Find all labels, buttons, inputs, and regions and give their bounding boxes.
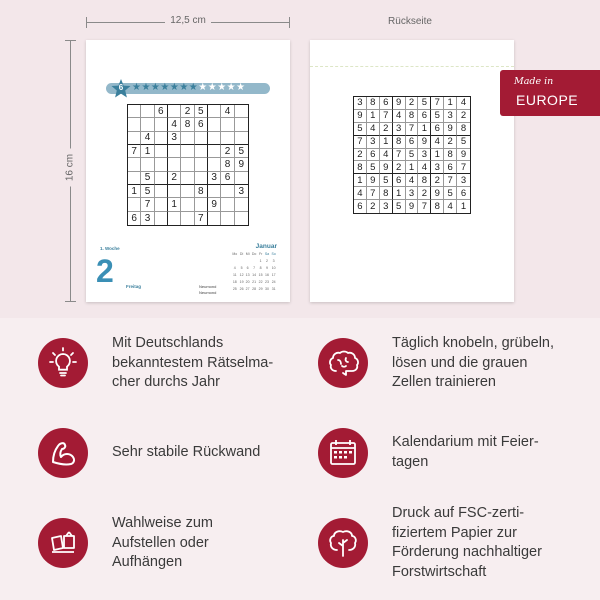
solution-cell: 9 [367, 174, 380, 187]
solution-cell: 1 [354, 174, 367, 187]
sudoku-cell: 6 [195, 118, 208, 131]
sudoku-cell [168, 158, 181, 171]
solution-cell: 3 [457, 174, 470, 187]
sudoku-cell [155, 132, 168, 145]
calendar-day: 27 [245, 287, 250, 291]
solution-cell: 6 [393, 174, 406, 187]
sudoku-cell: 7 [195, 212, 208, 225]
solution-cell: 3 [406, 187, 419, 200]
sudoku-cell: 7 [141, 198, 154, 211]
calendar-weekday: So [271, 252, 276, 256]
solution-cell: 6 [354, 200, 367, 213]
solution-cell: 8 [354, 161, 367, 174]
solution-cell: 3 [431, 161, 444, 174]
solution-cell: 8 [431, 200, 444, 213]
badge-made-in: Made in [514, 76, 554, 87]
calendar-day: 3 [272, 259, 275, 263]
solution-cell: 5 [406, 149, 419, 162]
solution-cell: 7 [444, 174, 457, 187]
sudoku-cell [208, 105, 221, 118]
calendar-weekday: Do [251, 252, 257, 256]
solution-cell: 4 [444, 200, 457, 213]
calendar-day: 6 [246, 266, 249, 270]
sudoku-cell [181, 172, 194, 185]
sudoku-cell: 5 [235, 145, 248, 158]
feature-text-stable-back: Sehr stabile Rückwand [112, 444, 261, 460]
sudoku-cell [155, 172, 168, 185]
sudoku-cell [181, 198, 194, 211]
sudoku-cell [128, 105, 141, 118]
calendar-front-page [86, 40, 290, 302]
calendar-day: 29 [258, 287, 263, 291]
sudoku-cell [141, 105, 154, 118]
solution-cell: 5 [444, 187, 457, 200]
solution-cell: 8 [393, 136, 406, 149]
solution-cell: 2 [380, 123, 393, 136]
solution-cell: 7 [457, 161, 470, 174]
sudoku-cell [155, 212, 168, 225]
sudoku-cell [181, 132, 194, 145]
solution-cell: 9 [393, 97, 406, 110]
sudoku-cell: 8 [195, 185, 208, 198]
sudoku-cell [208, 158, 221, 171]
calendar-day: 14 [252, 273, 257, 277]
sudoku-cell [221, 118, 234, 131]
height-dimension [62, 40, 78, 302]
solution-cell: 5 [367, 161, 380, 174]
calendar-day: 21 [252, 280, 257, 284]
sudoku-cell: 4 [221, 105, 234, 118]
difficulty-star-icon [110, 78, 132, 100]
solution-cell: 9 [406, 200, 419, 213]
sudoku-cell: 4 [168, 118, 181, 131]
solution-cell: 4 [367, 123, 380, 136]
calendar-back-page [310, 40, 514, 302]
sudoku-cell: 4 [141, 132, 154, 145]
made-in-europe-badge [500, 70, 600, 116]
calendar-icon [318, 428, 368, 478]
sudoku-cell [155, 118, 168, 131]
sudoku-cell [155, 185, 168, 198]
feature-text-brain-training: Täglich knobeln, grübeln, lösen und die grauen Zellen trainieren [392, 335, 555, 390]
solution-cell: 8 [380, 187, 393, 200]
solution-cell: 7 [406, 123, 419, 136]
solution-cell: 5 [431, 110, 444, 123]
feature-text-puzzle-maker: Mit Deutschlands bekanntestem Rätselma- cher durchs Jahr [112, 335, 274, 390]
calendar-day: 20 [245, 280, 250, 284]
solution-cell: 2 [406, 97, 419, 110]
calendar-day: 31 [271, 287, 276, 291]
solution-cell: 8 [367, 97, 380, 110]
hanging-frames-icon [38, 518, 88, 568]
solution-cell: 6 [444, 161, 457, 174]
sudoku-cell: 1 [141, 145, 154, 158]
solution-cell: 2 [367, 200, 380, 213]
strong-arm-icon [38, 428, 88, 478]
sudoku-cell [141, 158, 154, 171]
sudoku-cell [235, 212, 248, 225]
feature-text-holidays: Kalendarium mit Feier- tagen [392, 434, 539, 470]
solution-cell: 7 [354, 136, 367, 149]
width-label: 12,5 cm [165, 15, 211, 26]
solution-cell: 6 [367, 149, 380, 162]
calendar-day: 7 [253, 266, 256, 270]
solution-cell: 3 [380, 200, 393, 213]
height-label: 16 cm [65, 149, 76, 186]
sudoku-cell: 3 [235, 185, 248, 198]
sudoku-cell: 1 [168, 198, 181, 211]
solution-cell: 7 [380, 110, 393, 123]
calendar-day [231, 258, 239, 265]
calendar-day: 10 [271, 266, 276, 270]
sudoku-cell [235, 172, 248, 185]
sudoku-cell [195, 172, 208, 185]
solution-cell: 4 [354, 187, 367, 200]
solution-cell: 2 [457, 110, 470, 123]
calendar-weekday: Fr [258, 252, 263, 256]
calendar-day: 9 [266, 266, 268, 270]
sudoku-cell [181, 185, 194, 198]
sudoku-puzzle-grid [127, 104, 249, 226]
calendar-day: 4 [233, 266, 236, 270]
sudoku-cell [155, 145, 168, 158]
sudoku-cell [128, 198, 141, 211]
solution-cell: 4 [418, 161, 431, 174]
solution-cell: 7 [431, 97, 444, 110]
sudoku-cell [221, 132, 234, 145]
solution-cell: 4 [431, 136, 444, 149]
calendar-day: 30 [265, 287, 269, 291]
solution-cell: 3 [354, 97, 367, 110]
solution-cell: 6 [431, 123, 444, 136]
solution-cell: 6 [418, 110, 431, 123]
sudoku-cell: 6 [128, 212, 141, 225]
sudoku-cell: 3 [141, 212, 154, 225]
sudoku-cell [221, 212, 234, 225]
difficulty-stars: ★★★★★★★★★★★★ [132, 82, 246, 93]
calendar-weekday: Sa [264, 252, 270, 256]
calendar-day: 5 [240, 266, 243, 270]
sudoku-cell [195, 132, 208, 145]
sudoku-cell: 5 [195, 105, 208, 118]
calendar-day: 22 [258, 280, 263, 284]
calendar-day: 2 [266, 259, 268, 263]
sudoku-cell [128, 172, 141, 185]
brain-icon [318, 338, 368, 388]
solution-cell: 8 [418, 174, 431, 187]
solution-cell: 9 [354, 110, 367, 123]
solution-cell: 9 [431, 187, 444, 200]
solution-cell: 5 [380, 174, 393, 187]
solution-cell: 9 [444, 123, 457, 136]
solution-cell: 1 [393, 187, 406, 200]
sudoku-cell [168, 145, 181, 158]
solution-cell: 5 [393, 200, 406, 213]
sudoku-cell [155, 158, 168, 171]
calendar-day: 23 [265, 280, 269, 284]
solution-cell: 6 [406, 136, 419, 149]
calendar-weekday: Mo [232, 252, 238, 256]
sudoku-cell [208, 118, 221, 131]
sudoku-cell [208, 212, 221, 225]
sudoku-cell [168, 212, 181, 225]
calendar-day: 16 [265, 273, 269, 277]
lightbulb-icon [38, 338, 88, 388]
day-number: 2 [96, 253, 114, 289]
sudoku-cell [221, 198, 234, 211]
sudoku-cell: 8 [181, 118, 194, 131]
solution-cell: 9 [380, 161, 393, 174]
sudoku-cell: 8 [221, 158, 234, 171]
solution-cell: 2 [431, 174, 444, 187]
sudoku-cell [168, 185, 181, 198]
difficulty-number: 6 [118, 83, 124, 92]
solution-cell: 1 [444, 97, 457, 110]
mini-month-calendar [231, 243, 277, 293]
solution-cell: 8 [406, 110, 419, 123]
sudoku-cell [208, 185, 221, 198]
back-page-header [310, 40, 514, 67]
sudoku-cell [208, 145, 221, 158]
sudoku-cell: 3 [208, 172, 221, 185]
sudoku-cell [128, 158, 141, 171]
sudoku-cell: 9 [208, 198, 221, 211]
moon-phase-icon [201, 272, 211, 282]
sudoku-cell [155, 198, 168, 211]
sudoku-cell [181, 212, 194, 225]
sudoku-cell [128, 132, 141, 145]
sudoku-cell: 5 [141, 185, 154, 198]
sudoku-cell: 6 [155, 105, 168, 118]
sudoku-cell [195, 158, 208, 171]
width-dimension [86, 14, 290, 30]
solution-cell: 1 [367, 110, 380, 123]
moon-phase-label: Neumond [199, 284, 217, 289]
sudoku-cell: 2 [168, 172, 181, 185]
feature-text-fsc-paper: Druck auf FSC-zerti- fiziertem Papier zur Förderung nachhaltiger Forstwirtschaft [392, 505, 542, 580]
calendar-day: 19 [239, 280, 244, 284]
sudoku-cell: 1 [128, 185, 141, 198]
solution-cell: 1 [418, 123, 431, 136]
day-name: Freitag [126, 284, 142, 289]
solution-cell: 2 [393, 161, 406, 174]
week-label: 1. Woche [100, 246, 120, 251]
sudoku-cell [235, 198, 248, 211]
calendar-weekday: Mi [245, 252, 250, 256]
solution-cell: 9 [457, 149, 470, 162]
back-side-label: Rückseite [388, 16, 432, 27]
sudoku-cell [141, 118, 154, 131]
solution-cell: 6 [457, 187, 470, 200]
solution-cell: 1 [431, 149, 444, 162]
solution-cell: 4 [380, 149, 393, 162]
solution-cell: 3 [444, 110, 457, 123]
solution-cell: 5 [354, 123, 367, 136]
sudoku-cell [235, 105, 248, 118]
sudoku-cell: 6 [221, 172, 234, 185]
solution-cell: 2 [418, 187, 431, 200]
calendar-day: 8 [259, 266, 262, 270]
solution-cell: 9 [418, 136, 431, 149]
solution-cell: 4 [406, 174, 419, 187]
sudoku-cell: 7 [128, 145, 141, 158]
calendar-day [251, 258, 258, 265]
sudoku-cell: 2 [221, 145, 234, 158]
sudoku-cell [128, 118, 141, 131]
solution-cell: 4 [393, 110, 406, 123]
sudoku-cell [195, 145, 208, 158]
calendar-day: 28 [252, 287, 257, 291]
sudoku-cell [235, 132, 248, 145]
solution-cell: 8 [457, 123, 470, 136]
sudoku-cell [208, 132, 221, 145]
sudoku-cell: 3 [168, 132, 181, 145]
solution-cell: 6 [380, 97, 393, 110]
sudoku-cell [168, 105, 181, 118]
solution-cell: 2 [354, 149, 367, 162]
calendar-day: 15 [258, 273, 263, 277]
calendar-day: 13 [245, 273, 250, 277]
solution-cell: 3 [418, 149, 431, 162]
calendar-day: 17 [271, 273, 276, 277]
moon-phase-label-2: Neumond [199, 290, 217, 295]
sudoku-cell [181, 145, 194, 158]
sudoku-solution-grid [353, 96, 471, 214]
solution-cell: 1 [380, 136, 393, 149]
calendar-day: 12 [239, 273, 244, 277]
solution-cell: 3 [393, 123, 406, 136]
tree-icon [318, 518, 368, 568]
sudoku-cell [221, 185, 234, 198]
feature-text-stand-or-hang: Wahlweise zum Aufstellen oder Aufhängen [112, 515, 213, 570]
calendar-day: 1 [259, 259, 262, 263]
solution-cell: 1 [406, 161, 419, 174]
solution-cell: 1 [460, 201, 467, 213]
solution-cell: 5 [457, 136, 470, 149]
solution-cell: 4 [457, 97, 470, 110]
sudoku-cell: 9 [235, 158, 248, 171]
solution-cell: 7 [393, 149, 406, 162]
sudoku-cell: 5 [141, 172, 154, 185]
sudoku-cell [181, 158, 194, 171]
badge-europe: EUROPE [516, 92, 579, 108]
solution-cell: 3 [367, 136, 380, 149]
solution-cell: 7 [418, 200, 431, 213]
calendar-day: 25 [232, 287, 237, 291]
calendar-day: 11 [232, 273, 237, 277]
calendar-day: 26 [239, 287, 244, 291]
calendar-day: 24 [271, 280, 276, 284]
sudoku-cell: 2 [181, 105, 194, 118]
sudoku-cell [195, 198, 208, 211]
solution-cell: 7 [367, 187, 380, 200]
solution-cell: 8 [444, 149, 457, 162]
calendar-day: 18 [232, 280, 237, 284]
solution-cell: 2 [444, 136, 457, 149]
calendar-weekday: Di [239, 252, 244, 256]
month-name: Januar [255, 243, 277, 250]
sudoku-cell [235, 118, 248, 131]
solution-cell: 5 [418, 97, 431, 110]
